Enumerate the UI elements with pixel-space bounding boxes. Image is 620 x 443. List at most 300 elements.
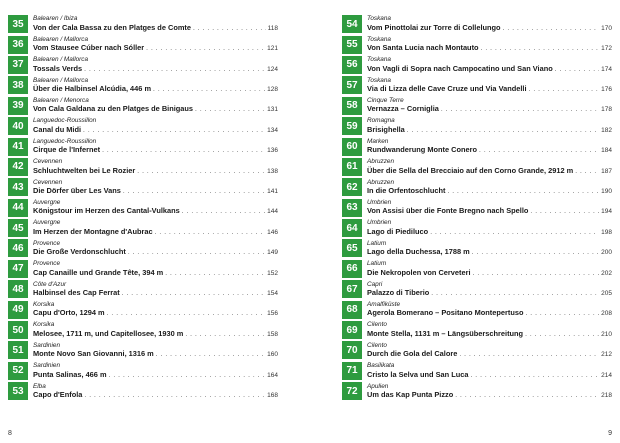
entry-page-number: 136 (267, 147, 278, 155)
entry-page-number: 134 (267, 126, 278, 134)
entry-region: Cevennen (33, 178, 63, 186)
entry-text (33, 56, 278, 73)
tour-number-badge: 41 (8, 138, 28, 156)
entry-title: Cirque de l'Infernet (33, 145, 101, 155)
dot-leader (107, 309, 266, 318)
toc-entry[interactable] (342, 362, 612, 380)
dot-leader (530, 207, 599, 216)
entry-page-number: 168 (267, 391, 278, 399)
toc-entry[interactable] (8, 239, 278, 257)
tour-number-badge: 65 (342, 239, 362, 257)
entry-text (367, 179, 612, 196)
entry-page-number: 178 (601, 106, 612, 114)
dot-leader (102, 146, 265, 155)
dot-leader (441, 105, 599, 114)
dot-leader (447, 187, 599, 196)
entry-title: Schluchtwelten bei Le Rozier (33, 165, 136, 175)
entry-page-number: 164 (267, 371, 278, 379)
entry-title: Brisighella (367, 124, 405, 134)
entry-title: Lago della Duchessa, 1788 m (367, 247, 470, 257)
toc-entry[interactable] (8, 178, 278, 196)
entry-line (33, 329, 278, 339)
entry-page-number: 182 (601, 126, 612, 134)
entry-line (33, 308, 278, 318)
toc-entry[interactable] (8, 137, 278, 155)
entry-region: Korsika (33, 300, 55, 308)
entry-region: Toskana (367, 35, 391, 43)
entry-title: Durch die Gola del Calore (367, 349, 458, 359)
entry-region: Abruzzen (367, 178, 394, 186)
entry-page-number: 128 (267, 86, 278, 94)
entry-region: Auvergne (33, 199, 61, 206)
entry-line (367, 186, 612, 196)
toc-entry[interactable] (342, 158, 612, 176)
entry-line (33, 390, 278, 400)
toc-entry[interactable] (342, 97, 612, 115)
dot-leader (407, 126, 599, 135)
entry-page-number: 200 (601, 249, 612, 257)
tour-number-badge: 35 (8, 15, 28, 33)
entry-text (33, 240, 278, 257)
entry-page-number: 198 (601, 228, 612, 236)
entry-title: Tossals Verds (33, 63, 83, 73)
toc-entry[interactable] (8, 56, 278, 74)
entry-line (33, 43, 278, 53)
entry-page-number: 156 (267, 310, 278, 318)
tour-number-badge: 55 (342, 36, 362, 54)
toc-entry[interactable] (8, 300, 278, 318)
entry-page-number: 187 (601, 167, 612, 175)
entry-line (33, 206, 278, 216)
entry-page-number: 152 (267, 269, 278, 277)
tour-number-badge: 54 (342, 15, 362, 33)
entry-text (33, 342, 278, 359)
entry-region: Elba (33, 382, 46, 390)
dot-leader (84, 391, 265, 400)
tour-number-badge: 45 (8, 219, 28, 237)
entry-page-number: 210 (601, 330, 612, 338)
entry-region: Balearen / Mallorca (33, 35, 89, 43)
tour-number-badge: 52 (8, 362, 28, 380)
entry-title: Königstour im Herzen des Cantal-Vulkans (33, 206, 180, 216)
entry-title: Um das Kap Punta Pizzo (367, 389, 454, 399)
entry-page-number: 214 (601, 371, 612, 379)
entry-title: Capo d'Enfola (33, 389, 83, 399)
toc-entry[interactable] (342, 341, 612, 359)
tour-number-badge: 58 (342, 97, 362, 115)
entry-title: Monte Novo San Giovanni, 1316 m (33, 349, 154, 359)
entry-region: Languedoc-Roussillon (33, 117, 97, 125)
toc-entry[interactable] (342, 35, 612, 53)
dot-leader (182, 207, 265, 216)
entry-region: Sardinien (33, 362, 61, 370)
entry-text (33, 281, 278, 298)
entry-page-number: 146 (267, 228, 278, 236)
toc-entry[interactable] (8, 15, 278, 33)
entry-region: Toskana (367, 56, 391, 64)
right-page-number: 9 (608, 430, 612, 437)
left-page-number: 8 (8, 430, 12, 437)
entry-page-number: 212 (601, 351, 612, 359)
entry-text (33, 77, 278, 94)
left-page-contents (8, 15, 278, 402)
entry-text (33, 301, 278, 318)
toc-entry[interactable] (342, 280, 612, 298)
tour-number-badge: 69 (342, 321, 362, 339)
dot-leader (431, 289, 599, 298)
entry-line (367, 64, 612, 74)
entry-line (33, 349, 278, 359)
entry-line (367, 349, 612, 359)
tour-number-badge: 36 (8, 36, 28, 54)
tour-number-badge: 64 (342, 219, 362, 237)
entry-title: Via di Lizza delle Cave Cruze und Via Vandelli (367, 84, 527, 94)
tour-number-badge: 59 (342, 117, 362, 135)
entry-text (367, 15, 612, 32)
entry-region: Balearen / Mallorca (33, 56, 89, 64)
entry-text (367, 301, 612, 318)
entry-region: Umbrien (367, 199, 392, 206)
entry-region: Cevennen (33, 158, 63, 166)
dot-leader (83, 126, 265, 135)
entry-title: Canal du Midi (33, 124, 82, 134)
entry-line (367, 288, 612, 298)
entry-line (33, 370, 278, 380)
entry-region: Korsika (33, 321, 55, 329)
tour-number-badge: 39 (8, 97, 28, 115)
entry-title: Lago di Piediluco (367, 226, 429, 236)
entry-region: Balearen / Ibiza (33, 15, 78, 23)
dot-leader (123, 187, 265, 196)
tour-number-badge: 57 (342, 76, 362, 94)
tour-number-badge: 53 (8, 382, 28, 400)
entry-title: Vom Pinottolai zur Torre di Collelungo (367, 22, 501, 32)
dot-leader (430, 228, 599, 237)
entry-region: Cilento (367, 321, 387, 329)
entry-line (33, 23, 278, 33)
toc-entry[interactable] (342, 300, 612, 318)
toc-entry[interactable] (8, 158, 278, 176)
entry-page-number: 218 (601, 391, 612, 399)
tour-number-badge: 43 (8, 178, 28, 196)
entry-line (33, 64, 278, 74)
entry-title: Im Herzen der Montagne d'Aubrac (33, 226, 153, 236)
entry-title: Cap Canaille und Grande Tête, 394 m (33, 267, 164, 277)
entry-page-number: 158 (267, 330, 278, 338)
entry-text (33, 117, 278, 134)
entry-page-number: 208 (601, 310, 612, 318)
entry-page-number: 176 (601, 86, 612, 94)
toc-entry[interactable] (342, 260, 612, 278)
entry-line (33, 125, 278, 135)
entry-text (33, 36, 278, 53)
entry-region: Balearen / Menorca (33, 97, 89, 105)
toc-entry[interactable] (342, 56, 612, 74)
entry-text (33, 199, 278, 216)
entry-text (367, 97, 612, 114)
dot-leader (525, 309, 599, 318)
dot-leader (128, 248, 265, 257)
toc-entry[interactable] (8, 35, 278, 53)
entry-line (367, 268, 612, 278)
tour-number-badge: 46 (8, 239, 28, 257)
entry-page-number: 184 (601, 147, 612, 155)
entry-title: Halbinsel des Cap Ferrat (33, 287, 120, 297)
dot-leader (156, 350, 265, 359)
entry-line (367, 390, 612, 400)
entry-title: Von Cala Galdana zu den Platges de Binigaus (33, 104, 194, 114)
entry-page-number: 154 (267, 289, 278, 297)
dot-leader (525, 330, 599, 339)
dot-leader (459, 350, 599, 359)
toc-entry[interactable] (342, 76, 612, 94)
entry-text (367, 260, 612, 277)
entry-text (33, 97, 278, 114)
dot-leader (472, 248, 599, 257)
entry-text (367, 138, 612, 155)
entry-page-number: 149 (267, 249, 278, 257)
dot-leader (575, 167, 599, 176)
entry-region: Cinque Terre (367, 97, 404, 105)
entry-page-number: 144 (267, 208, 278, 216)
entry-line (33, 166, 278, 176)
entry-page-number: 118 (267, 24, 278, 32)
tour-number-badge: 67 (342, 280, 362, 298)
entry-line (367, 23, 612, 33)
entry-title: Palazzo di Tiberio (367, 287, 430, 297)
entry-line (367, 329, 612, 339)
right-page-contents (342, 15, 612, 402)
dot-leader (193, 24, 266, 33)
toc-entry[interactable] (342, 382, 612, 400)
entry-text (367, 321, 612, 338)
dot-leader (137, 167, 265, 176)
entry-region: Provence (33, 239, 60, 247)
toc-entry[interactable] (8, 199, 278, 217)
entry-line (367, 247, 612, 257)
entry-text (33, 138, 278, 155)
entry-title: Die Dörfer über Les Vans (33, 186, 121, 196)
entry-title: Von Vagli di Sopra nach Campocatino und San Viano (367, 63, 553, 73)
toc-entry[interactable] (8, 362, 278, 380)
entry-text (367, 383, 612, 400)
toc-entry[interactable] (342, 137, 612, 155)
entry-line (33, 186, 278, 196)
entry-line (367, 166, 612, 176)
entry-text (33, 179, 278, 196)
tour-number-badge: 37 (8, 56, 28, 74)
entry-region: Auvergne (33, 219, 61, 227)
entry-line (367, 308, 612, 318)
entry-region: Apulien (367, 382, 389, 390)
entry-region: Latium (367, 239, 387, 247)
toc-entry[interactable] (8, 117, 278, 135)
entry-region: Cilento (367, 341, 387, 349)
entry-line (367, 206, 612, 216)
tour-number-badge: 72 (342, 382, 362, 400)
entry-line (33, 288, 278, 298)
toc-entry[interactable] (342, 178, 612, 196)
tour-number-badge: 68 (342, 301, 362, 319)
entry-line (33, 104, 278, 114)
dot-leader (455, 391, 599, 400)
toc-entry[interactable] (8, 382, 278, 400)
entry-title: Von Santa Lucia nach Montauto (367, 43, 479, 53)
entry-region: Toskana (367, 76, 391, 84)
entry-page-number: 205 (601, 289, 612, 297)
toc-entry[interactable] (342, 219, 612, 237)
entry-page-number: 194 (601, 208, 612, 216)
entry-title: Von Assisi über die Fonte Bregno nach Spello (367, 206, 529, 216)
entry-text (33, 383, 278, 400)
toc-entry[interactable] (8, 321, 278, 339)
entry-title: In die Orfentoschlucht (367, 186, 446, 196)
entry-region: Marken (367, 137, 389, 145)
entry-page-number: 172 (601, 45, 612, 53)
entry-title: Über die Halbinsel Alcúdia, 446 m (33, 84, 152, 94)
entry-line (367, 84, 612, 94)
entry-region: Basilikata (367, 362, 395, 370)
tour-number-badge: 61 (342, 158, 362, 176)
entry-page-number: 124 (267, 65, 278, 73)
tour-number-badge: 51 (8, 341, 28, 359)
entry-text (367, 117, 612, 134)
dot-leader (109, 371, 266, 380)
entry-page-number: 131 (267, 106, 278, 114)
entry-region: Sardinien (33, 341, 61, 349)
dot-leader (155, 228, 266, 237)
entry-title: Von der Cala Bassa zu den Platges de Comte (33, 22, 191, 32)
entry-title: Rundwanderung Monte Conero (367, 145, 478, 155)
entry-region: Balearen / Mallorca (33, 76, 89, 84)
entry-page-number: 174 (601, 65, 612, 73)
dot-leader (185, 330, 265, 339)
toc-entry[interactable] (342, 15, 612, 33)
entry-region: Latium (367, 260, 387, 268)
tour-number-badge: 56 (342, 56, 362, 74)
entry-title: Die Große Verdonschlucht (33, 247, 126, 257)
entry-title: Melosee, 1711 m, und Capitellosee, 1930 m (33, 328, 184, 338)
dot-leader (195, 105, 265, 114)
entry-text (367, 219, 612, 236)
entry-text (367, 36, 612, 53)
entry-page-number: 160 (267, 351, 278, 359)
toc-entry[interactable] (8, 341, 278, 359)
tour-number-badge: 66 (342, 260, 362, 278)
tour-number-badge: 70 (342, 341, 362, 359)
entry-text (33, 15, 278, 32)
entry-text (367, 56, 612, 73)
dot-leader (529, 85, 600, 94)
entry-text (367, 240, 612, 257)
entry-page-number: 190 (601, 188, 612, 196)
entry-line (33, 84, 278, 94)
entry-region: Umbrien (367, 219, 392, 227)
dot-leader (84, 65, 265, 74)
toc-entry[interactable] (8, 97, 278, 115)
toc-entry[interactable] (8, 219, 278, 237)
entry-page-number: 121 (267, 45, 278, 53)
entry-line (367, 227, 612, 237)
entry-text (367, 281, 612, 298)
toc-entry[interactable] (342, 321, 612, 339)
entry-title: Agerola Bomerano – Positano Montepertuso (367, 308, 524, 318)
dot-leader (146, 44, 265, 53)
tour-number-badge: 71 (342, 362, 362, 380)
entry-page-number: 170 (601, 24, 612, 32)
entry-title: Monte Stella, 1131 m – Längsüberschreitung (367, 328, 524, 338)
entry-text (367, 158, 612, 175)
toc-entry[interactable] (8, 76, 278, 94)
entry-title: Punta Salinas, 466 m (33, 369, 107, 379)
entry-region: Côte d'Azur (33, 280, 67, 288)
tour-number-badge: 44 (8, 199, 28, 217)
entry-line (33, 268, 278, 278)
entry-line (367, 125, 612, 135)
entry-text (367, 77, 612, 94)
toc-entry[interactable] (342, 117, 612, 135)
toc-entry[interactable] (342, 199, 612, 217)
entry-region: Abruzzen (367, 158, 394, 166)
entry-text (367, 362, 612, 379)
entry-text (367, 342, 612, 359)
entry-text (33, 158, 278, 175)
tour-number-badge: 50 (8, 321, 28, 339)
tour-number-badge: 63 (342, 199, 362, 217)
entry-line (33, 227, 278, 237)
tour-number-badge: 38 (8, 76, 28, 94)
entry-text (33, 362, 278, 379)
tour-number-badge: 62 (342, 178, 362, 196)
dot-leader (153, 85, 265, 94)
dot-leader (481, 44, 600, 53)
entry-line (367, 145, 612, 155)
entry-title: Über die Sella del Brecciaio auf den Corno Grande, 2912 m (367, 165, 574, 175)
tour-number-badge: 42 (8, 158, 28, 176)
dot-leader (479, 146, 599, 155)
entry-line (33, 145, 278, 155)
entry-text (33, 260, 278, 277)
entry-title: Vernazza – Corniglia (367, 104, 439, 114)
entry-text (33, 219, 278, 236)
dot-leader (165, 269, 265, 278)
tour-number-badge: 47 (8, 260, 28, 278)
tour-number-badge: 49 (8, 301, 28, 319)
entry-title: Vom Stausee Cúber nach Sóller (33, 43, 145, 53)
toc-entry[interactable] (8, 280, 278, 298)
entry-region: Toskana (367, 15, 391, 23)
entry-region: Romagna (367, 117, 395, 125)
dot-leader (503, 24, 600, 33)
toc-entry[interactable] (342, 239, 612, 257)
entry-title: Capu d'Orto, 1294 m (33, 308, 105, 318)
dot-leader (555, 65, 599, 74)
entry-title: Die Nekropolen von Cerveteri (367, 267, 471, 277)
entry-region: Amalfiküste (367, 300, 401, 308)
toc-entry[interactable] (8, 260, 278, 278)
tour-number-badge: 60 (342, 138, 362, 156)
dot-leader (473, 269, 600, 278)
entry-text (367, 199, 612, 216)
entry-page-number: 138 (267, 167, 278, 175)
entry-page-number: 141 (267, 188, 278, 196)
entry-line (33, 247, 278, 257)
entry-region: Languedoc-Roussillon (33, 137, 97, 145)
entry-region: Provence (33, 260, 60, 268)
entry-line (367, 370, 612, 380)
tour-number-badge: 40 (8, 117, 28, 135)
entry-page-number: 202 (601, 269, 612, 277)
